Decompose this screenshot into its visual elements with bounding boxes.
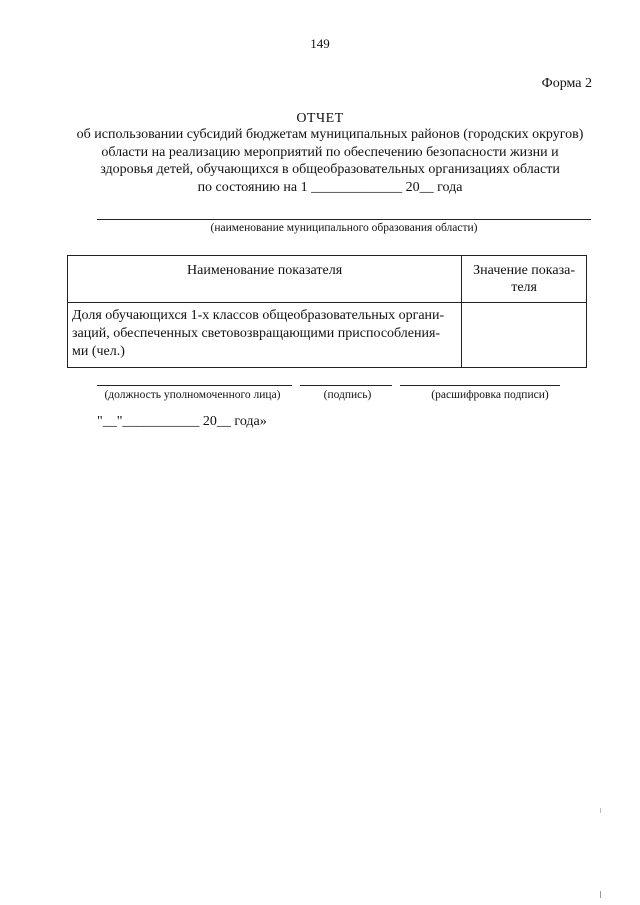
subtitle-line: области на реализацию мероприятий по обеспечению безопасности жизни и — [101, 144, 559, 160]
indicator-name-line: ми (чел.) — [72, 344, 125, 359]
table-header-row — [68, 256, 587, 303]
header-indicator-name: Наименование показателя — [68, 256, 462, 303]
subtitle-line: здоровья детей, обучающихся в общеобразовательных организациях области — [100, 162, 560, 177]
indicators-table — [67, 255, 587, 368]
indicator-name-line: заций, обеспеченных световозвращающими приспособления- — [72, 326, 441, 341]
signature-line[interactable] — [300, 385, 392, 386]
signature-decoding-line[interactable] — [400, 385, 560, 386]
page-number: 149 — [310, 36, 330, 51]
municipality-caption: (наименование муниципального образования области) — [210, 222, 478, 234]
indicator-name-line: Доля обучающихся 1-х классов общеобразовательных органи- — [72, 308, 445, 323]
report-subtitle — [60, 126, 600, 196]
subtitle-line-date: по состоянию на 1 _____________ 20__ года — [197, 179, 463, 195]
report-title: ОТЧЕТ — [296, 111, 344, 126]
scan-mark — [600, 891, 601, 898]
subtitle-line: об использовании субсидий бюджетам муниципальных районов (городских округов) — [76, 127, 584, 142]
municipality-name-line[interactable] — [97, 219, 591, 220]
header-indicator-value: Значение показа- теля — [462, 256, 587, 303]
date-line: "__"___________ 20__ года» — [97, 414, 267, 429]
signature-caption: (подпись) — [323, 389, 372, 401]
decoding-caption: (расшифровка подписи) — [431, 389, 549, 401]
position-line[interactable] — [97, 385, 292, 386]
form-label: Форма 2 — [541, 76, 592, 91]
indicator-name-cell — [68, 303, 462, 368]
indicator-value-cell[interactable] — [462, 303, 587, 368]
scan-mark — [600, 808, 601, 813]
table-row — [68, 303, 587, 368]
position-caption: (должность уполномоченного лица) — [104, 389, 281, 401]
